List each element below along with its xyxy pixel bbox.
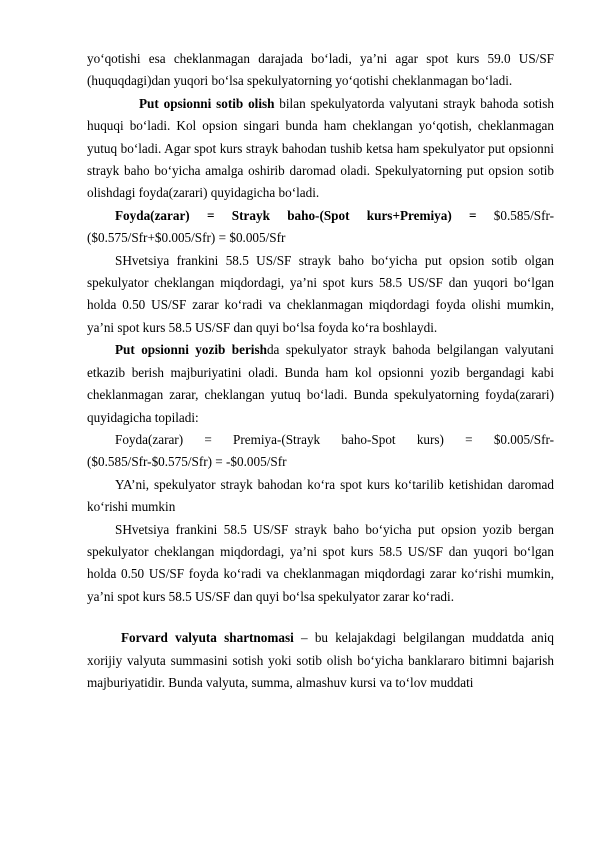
formula-put-buy — [87, 205, 554, 250]
paragraph-1: yo‘qotishi esa cheklanmagan darajada bo‘ladi, ya’ni agar spot kurs 59.0 US/SF (huquqdagi)dan yuqori bo‘lsa spekulyatorning yo‘qotishi cheklanmagan bo‘ladi. — [87, 51, 554, 89]
spacer — [87, 608, 554, 627]
put-buy-text: bilan spekulyatorda valyutani strayk bahoda sotish huquqi bo‘ladi. Kol opsion singari bunda ham cheklangan yo‘qotish, cheklanmagan yutuq bo‘ladi. Agar spot kurs strayk bahodan tushib ketsa ham spekulyator put opsionni strayk baho bo‘yicha amalga oshirib daromad oladi. Spekulyatorning put opsion sotib olishdagi foyda(zarari) quyidagicha bo‘ladi. — [87, 95, 554, 201]
forward-text: – bu kelajakdagi belgilangan muddatda aniq xorijiy valyuta summasini sotish yoki sotib olish bo‘yicha banklararo bitimni bajarish majburiyatidir. Bunda valyuta, summa, almashuv kursi va to‘lov muddati — [87, 630, 555, 690]
paragraph-conclusion: YA’ni, spekulyator strayk bahodan ko‘ra spot kurs ko‘tarilib ketishidan daromad ko‘rishi mumkin — [87, 476, 554, 515]
put-buy-heading: Put opsionni sotib olish — [139, 95, 275, 111]
formula-put-buy-lhs: Foyda(zarar) = Strayk baho-(Spot kurs+Premiya) = — [115, 207, 477, 223]
paragraph-put-write — [87, 339, 554, 429]
put-write-heading: Put opsionni yozib berish — [115, 342, 267, 358]
paragraph-put-buy — [87, 93, 554, 205]
paragraph-put-buy-example: SHvetsiya frankini 58.5 US/SF strayk baho bo‘yicha put opsion sotib olgan spekulyator cheklangan miqdordagi, ya’ni spot kurs 58.5 US/SF dan yuqori bo‘lgan holda 0.50 US/SF zarar ko‘radi va cheklanmagan miqdordagi foyda olishi mumkin, ya’ni spot kurs 58.5 US/SF dan quyi bo‘lsa foyda ko‘ra boshlaydi. — [87, 252, 554, 335]
formula-put-write: Foyda(zarar) = Premiya-(Strayk baho-Spot kurs) = $0.005/Sfr-($0.585/Sfr-$0.575/Sfr) = -$0.005/Sfr — [87, 431, 554, 470]
document-page — [87, 48, 554, 694]
formula-put-buy-rhs: $0.585/Sfr-($0.575/Sfr+$0.005/Sfr) = $0.005/Sfr — [87, 207, 554, 246]
forward-heading: Forvard valyuta shartnomasi — [121, 630, 294, 646]
paragraph-forward — [87, 627, 554, 694]
paragraph-put-write-example: SHvetsiya frankini 58.5 US/SF strayk baho bo‘yicha put opsion yozib bergan spekulyator cheklangan miqdordagi, ya’ni spot kurs 58.5 US/SF dan yuqori bo‘lgan holda 0.50 US/SF foyda ko‘radi va cheklanmagan miqdordagi zarar ko‘rishi mumkin, ya’ni spot kurs 58.5 US/SF dan quyi bo‘lsa spekulyator zarar ko‘radi. — [87, 521, 554, 604]
put-write-text: da spekulyator strayk bahoda belgilangan valyutani etkazib berish majburiyatini oladi. Bunda ham kol opsionni yozib bergandagi kabi cheklanmagan zarar, cheklangan yutuq bo‘ladi. Bunda spekulyatorning foyda(zarari) quyidagicha topiladi: — [87, 342, 554, 425]
